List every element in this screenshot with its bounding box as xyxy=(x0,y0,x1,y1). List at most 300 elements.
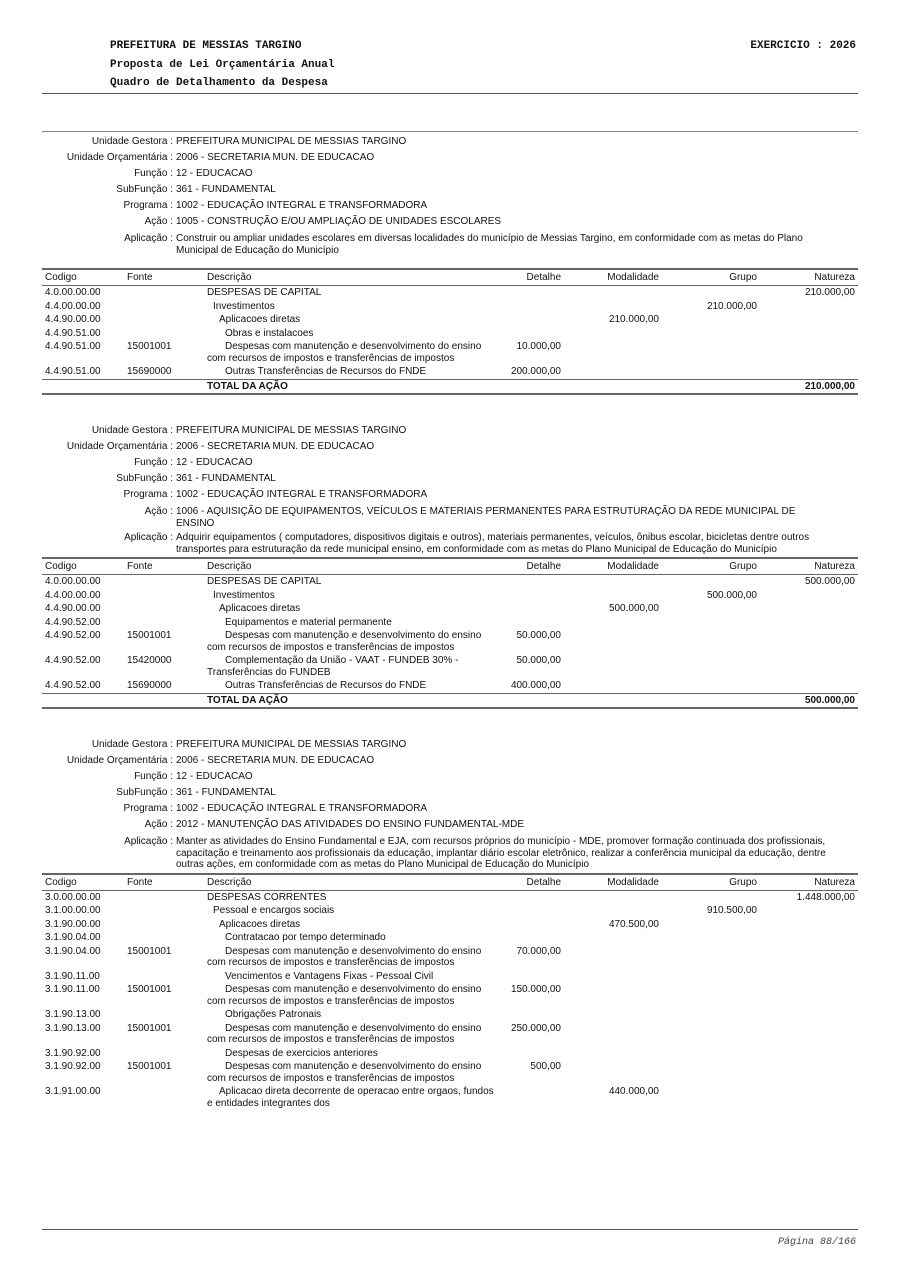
grupo xyxy=(662,365,760,379)
info-label: Ação : xyxy=(144,506,173,517)
natureza xyxy=(760,629,858,654)
descricao: Complementação da União - VAAT - FUNDEB 30% - Transferências do FUNDEB xyxy=(207,655,459,678)
codigo: 3.1.90.04.00 xyxy=(45,932,101,943)
grupo xyxy=(662,340,760,365)
natureza: 1.448.000,00 xyxy=(796,891,855,903)
info-value: 12 - EDUCACAO xyxy=(176,457,253,468)
grupo xyxy=(662,1060,760,1085)
info-value: 1002 - EDUCAÇÃO INTEGRAL E TRANSFORMADORA xyxy=(176,489,428,500)
descricao: Despesas com manutenção e desenvolvimento do ensino com recursos de impostos e transferências de impostos xyxy=(207,945,482,968)
info-label: Função : xyxy=(134,168,173,179)
modalidade xyxy=(564,970,662,984)
modalidade: 500.000,00 xyxy=(608,603,659,614)
info-gestora xyxy=(42,134,858,150)
codigo: 3.1.90.11.00 xyxy=(45,984,100,995)
total-row xyxy=(42,693,858,708)
grupo xyxy=(662,970,760,984)
info-value: PREFEITURA MUNICIPAL DE MESSIAS TARGINO xyxy=(176,425,407,436)
fonte: 15001001 xyxy=(127,1061,172,1072)
codigo: 3.1.90.11.00 xyxy=(45,970,100,982)
fonte xyxy=(124,1085,204,1110)
table-row xyxy=(42,931,858,945)
natureza xyxy=(760,616,858,630)
table-row xyxy=(42,918,858,932)
info-orcamentaria xyxy=(42,150,858,166)
info-label: Função : xyxy=(134,771,173,782)
info-acao xyxy=(42,214,858,230)
fonte: 15001001 xyxy=(127,945,172,957)
column-header: Natureza xyxy=(760,269,858,286)
table-row xyxy=(42,1060,858,1085)
codigo: 3.1.90.92.00 xyxy=(45,1047,101,1059)
natureza xyxy=(760,340,858,365)
fonte xyxy=(124,602,204,616)
info-value: 1006 - AQUISIÇÃO DE EQUIPAMENTOS, VEÍCULOS E MATERIAIS PERMANENTES PARA ESTRUTURAÇÃO DA REDE MUNICIPAL DE ENSINO xyxy=(176,506,796,529)
grupo xyxy=(662,679,760,693)
natureza: 500.000,00 xyxy=(804,576,855,587)
codigo: 4.4.90.51.00 xyxy=(45,341,101,352)
info-label: Função : xyxy=(134,457,173,468)
detalhe: 400.000,00 xyxy=(510,680,561,691)
modalidade xyxy=(564,629,662,654)
grupo: 910.500,00 xyxy=(706,905,757,916)
codigo: 4.4.90.51.00 xyxy=(45,366,101,377)
table-row xyxy=(42,890,858,904)
modalidade xyxy=(564,575,662,589)
descricao: DESPESAS DE CAPITAL xyxy=(207,576,322,587)
modalidade xyxy=(564,589,662,603)
info-value: 2006 - SECRETARIA MUN. DE EDUCACAO xyxy=(176,755,375,766)
info-label: Unidade Gestora : xyxy=(91,136,173,147)
fonte xyxy=(124,575,204,589)
natureza xyxy=(760,300,858,314)
column-header: Codigo xyxy=(42,269,124,286)
descricao: Despesas com manutenção e desenvolvimento do ensino com recursos de impostos e transferências de impostos xyxy=(207,1022,482,1045)
table-row xyxy=(42,1047,858,1061)
modalidade xyxy=(564,890,662,904)
info-label: Unidade Orçamentária : xyxy=(66,152,173,163)
codigo: 4.0.00.00.00 xyxy=(45,576,101,587)
codigo: 3.1.90.13.00 xyxy=(45,1022,101,1034)
modalidade: 210.000,00 xyxy=(608,314,659,325)
info-value: 1002 - EDUCAÇÃO INTEGRAL E TRANSFORMADORA xyxy=(176,803,428,814)
fonte xyxy=(124,616,204,630)
info-funcao xyxy=(42,769,858,785)
natureza xyxy=(760,931,858,945)
detalhe xyxy=(504,970,564,984)
fonte xyxy=(124,313,204,327)
header-divider xyxy=(42,93,858,94)
info-value: PREFEITURA MUNICIPAL DE MESSIAS TARGINO xyxy=(176,136,407,147)
detalhe: 500,00 xyxy=(530,1061,561,1072)
descricao: Despesas com manutenção e desenvolvimento do ensino com recursos de impostos e transferências de impostos xyxy=(207,984,482,1007)
natureza: 210.000,00 xyxy=(804,287,855,298)
detalhe xyxy=(504,904,564,918)
info-value: Manter as atividades do Ensino Fundamental e EJA, com recursos próprios do município - MDE, promover formação continuada dos profissionais, capacitação e treinamento aos profissionais da educação, implantar diário escolar eletrônico, realizar a conferência municipal da educação, dentre outras ações, em conformidade com as metas do Plano Municipal de Educação do Município xyxy=(176,836,826,870)
expense-table xyxy=(42,268,858,395)
detalhe xyxy=(504,1085,564,1110)
info-label: SubFunção : xyxy=(116,473,173,484)
natureza xyxy=(760,1008,858,1022)
table-header xyxy=(42,269,858,286)
grupo: 500.000,00 xyxy=(706,589,757,601)
modalidade xyxy=(564,1022,662,1047)
grupo xyxy=(662,983,760,1008)
descricao: Despesas com manutenção e desenvolvimento do ensino com recursos de impostos e transferências de impostos xyxy=(207,1061,482,1084)
column-header: Grupo xyxy=(662,874,760,891)
descricao: Investimentos xyxy=(213,589,275,601)
modalidade xyxy=(564,616,662,630)
info-value: 12 - EDUCACAO xyxy=(176,771,253,782)
natureza xyxy=(760,602,858,616)
info-programa xyxy=(42,801,858,817)
column-header: Modalidade xyxy=(564,558,662,575)
info-label: SubFunção : xyxy=(116,787,173,798)
fonte xyxy=(124,1047,204,1061)
modalidade xyxy=(564,286,662,300)
natureza xyxy=(760,327,858,341)
grupo xyxy=(662,1047,760,1061)
modalidade xyxy=(564,945,662,970)
detalhe: 200.000,00 xyxy=(510,366,561,377)
table-row xyxy=(42,629,858,654)
detalhe xyxy=(504,286,564,300)
table-row xyxy=(42,602,858,616)
table-header xyxy=(42,874,858,891)
info-label: Programa : xyxy=(123,803,173,814)
codigo: 3.1.91.00.00 xyxy=(45,1086,101,1097)
table-row xyxy=(42,365,858,379)
descricao: Contratacao por tempo determinado xyxy=(225,932,386,943)
total-value: 210.000,00 xyxy=(760,379,858,394)
detalhe: 10.000,00 xyxy=(516,341,561,352)
natureza xyxy=(760,1047,858,1061)
detalhe: 150.000,00 xyxy=(510,984,561,995)
info-value: 1005 - CONSTRUÇÃO E/OU AMPLIAÇÃO DE UNIDADES ESCOLARES xyxy=(176,216,502,227)
descricao: Despesas com manutenção e desenvolvimento do ensino com recursos de impostos e transferências de impostos xyxy=(207,341,482,364)
modalidade xyxy=(564,1008,662,1022)
report-subtitle: Proposta de Lei Orçamentária Anual xyxy=(110,59,335,71)
table-row xyxy=(42,340,858,365)
descricao: Aplicacoes diretas xyxy=(219,314,301,325)
info-label: Programa : xyxy=(123,200,173,211)
column-header: Descrição xyxy=(204,269,504,286)
grupo xyxy=(662,602,760,616)
column-header: Codigo xyxy=(42,558,124,575)
fonte xyxy=(124,904,204,918)
column-header: Modalidade xyxy=(564,874,662,891)
info-aplicacao xyxy=(42,233,858,256)
info-label: Aplicação : xyxy=(124,836,173,847)
info-value: 12 - EDUCACAO xyxy=(176,168,253,179)
info-value: PREFEITURA MUNICIPAL DE MESSIAS TARGINO xyxy=(176,739,407,750)
descricao: Aplicacao direta decorrente de operacao entre orgaos, fundos e entidades integrantes dos xyxy=(207,1086,494,1109)
fonte xyxy=(124,589,204,603)
grupo xyxy=(662,1008,760,1022)
table-row xyxy=(42,286,858,300)
modalidade xyxy=(564,679,662,693)
detalhe xyxy=(504,602,564,616)
info-value: Adquirir equipamentos ( computadores, dispositivos digitais e outros), materiais permanentes, veículos, ônibus escolar, bicicletas dentre outros transportes para estruturação da rede municipal ensino, em conformidade com as metas do Plano Municipal de Educação do Município xyxy=(176,532,810,555)
table-row xyxy=(42,970,858,984)
modalidade xyxy=(564,1047,662,1061)
column-header: Descrição xyxy=(204,558,504,575)
detalhe: 250.000,00 xyxy=(510,1022,561,1034)
codigo: 3.1.90.13.00 xyxy=(45,1009,101,1020)
codigo: 4.4.90.52.00 xyxy=(45,630,101,641)
table-row xyxy=(42,589,858,603)
info-acao xyxy=(42,506,858,529)
column-header: Detalhe xyxy=(504,558,564,575)
info-label: Unidade Gestora : xyxy=(91,425,173,436)
expense-table xyxy=(42,873,858,1111)
footer-divider xyxy=(42,1229,858,1230)
total-label: TOTAL DA AÇÃO xyxy=(204,379,504,394)
expense-table xyxy=(42,557,858,709)
info-label: Ação : xyxy=(144,216,173,227)
detalhe xyxy=(504,1008,564,1022)
codigo: 4.4.00.00.00 xyxy=(45,300,101,312)
table-row xyxy=(42,1022,858,1047)
table-row xyxy=(42,327,858,341)
grupo xyxy=(662,327,760,341)
table-header xyxy=(42,558,858,575)
natureza xyxy=(760,1060,858,1085)
info-programa xyxy=(42,198,858,214)
natureza xyxy=(760,1022,858,1047)
grupo xyxy=(662,629,760,654)
detalhe xyxy=(504,327,564,341)
info-funcao xyxy=(42,166,858,182)
descricao: Outras Transferências de Recursos do FNDE xyxy=(225,680,427,691)
info-label: Programa : xyxy=(123,489,173,500)
natureza xyxy=(760,1085,858,1110)
detalhe xyxy=(504,918,564,932)
info-label: Unidade Orçamentária : xyxy=(66,755,173,766)
natureza xyxy=(760,970,858,984)
fonte xyxy=(124,890,204,904)
descricao: Vencimentos e Vantagens Fixas - Pessoal Civil xyxy=(225,970,434,982)
info-funcao xyxy=(42,455,858,471)
grupo xyxy=(662,1022,760,1047)
info-label: Aplicação : xyxy=(124,233,173,244)
codigo: 4.4.90.51.00 xyxy=(45,327,101,339)
grupo xyxy=(662,1085,760,1110)
descricao: Investimentos xyxy=(213,300,275,312)
natureza xyxy=(760,983,858,1008)
fonte: 15001001 xyxy=(127,341,172,352)
descricao: Despesas com manutenção e desenvolvimento do ensino com recursos de impostos e transferências de impostos xyxy=(207,630,482,653)
detalhe xyxy=(504,1047,564,1061)
fonte xyxy=(124,300,204,314)
action-section xyxy=(42,423,858,709)
fonte: 15690000 xyxy=(127,366,172,377)
column-header: Grupo xyxy=(662,269,760,286)
descricao: Obras e instalacoes xyxy=(225,327,314,339)
modalidade xyxy=(564,983,662,1008)
column-header: Fonte xyxy=(124,874,204,891)
total-value: 500.000,00 xyxy=(760,693,858,708)
fonte: 15690000 xyxy=(127,680,172,691)
codigo: 3.0.00.00.00 xyxy=(45,891,101,903)
codigo: 3.1.90.00.00 xyxy=(45,918,101,930)
info-gestora xyxy=(42,423,858,439)
modalidade xyxy=(564,904,662,918)
natureza xyxy=(760,904,858,918)
fonte xyxy=(124,327,204,341)
modalidade xyxy=(564,300,662,314)
info-orcamentaria xyxy=(42,439,858,455)
grupo xyxy=(662,616,760,630)
grupo xyxy=(662,931,760,945)
info-value: 361 - FUNDAMENTAL xyxy=(176,787,276,798)
column-header: Detalhe xyxy=(504,269,564,286)
info-value: 1002 - EDUCAÇÃO INTEGRAL E TRANSFORMADORA xyxy=(176,200,428,211)
column-header: Natureza xyxy=(760,874,858,891)
info-subfuncao xyxy=(42,785,858,801)
info-aplicacao xyxy=(42,532,858,555)
codigo: 4.0.00.00.00 xyxy=(45,287,101,298)
fonte: 15420000 xyxy=(127,655,172,666)
table-row xyxy=(42,575,858,589)
grupo xyxy=(662,286,760,300)
table-row xyxy=(42,904,858,918)
grupo xyxy=(662,918,760,932)
info-label: Ação : xyxy=(144,819,173,830)
descricao: Outras Transferências de Recursos do FNDE xyxy=(225,366,427,377)
descricao: Equipamentos e material permanente xyxy=(225,616,392,628)
total-label: TOTAL DA AÇÃO xyxy=(204,693,504,708)
page-number: Página 88/166 xyxy=(777,1237,856,1248)
modalidade xyxy=(564,654,662,679)
info-subfuncao xyxy=(42,471,858,487)
info-value: Construir ou ampliar unidades escolares em diversas localidades do município de Messias Targino, em conformidade com as metas do Plano Municipal de Educação do Município xyxy=(176,233,803,256)
info-label: Aplicação : xyxy=(124,532,173,543)
natureza xyxy=(760,945,858,970)
modalidade xyxy=(564,327,662,341)
grupo xyxy=(662,890,760,904)
modalidade xyxy=(564,365,662,379)
exercise-year: EXERCICIO : 2026 xyxy=(750,40,856,52)
natureza xyxy=(760,918,858,932)
modalidade: 440.000,00 xyxy=(608,1086,659,1097)
descricao: Aplicacoes diretas xyxy=(219,918,301,930)
descricao: DESPESAS CORRENTES xyxy=(207,891,327,903)
info-value: 2012 - MANUTENÇÃO DAS ATIVIDADES DO ENSINO FUNDAMENTAL-MDE xyxy=(176,819,525,830)
fonte xyxy=(124,286,204,300)
detalhe xyxy=(504,313,564,327)
info-orcamentaria xyxy=(42,753,858,769)
detalhe: 50.000,00 xyxy=(516,655,561,666)
natureza xyxy=(760,313,858,327)
grupo xyxy=(662,654,760,679)
fonte: 15001001 xyxy=(127,630,172,641)
grupo xyxy=(662,313,760,327)
table-row xyxy=(42,679,858,693)
detalhe xyxy=(504,589,564,603)
table-row xyxy=(42,300,858,314)
modalidade xyxy=(564,931,662,945)
table-row xyxy=(42,945,858,970)
detalhe xyxy=(504,575,564,589)
descricao: Despesas de exercicios anteriores xyxy=(225,1047,378,1059)
natureza xyxy=(760,654,858,679)
info-programa xyxy=(42,487,858,503)
natureza xyxy=(760,589,858,603)
grupo xyxy=(662,575,760,589)
descricao: Obrigações Patronais xyxy=(225,1009,322,1020)
info-aplicacao xyxy=(42,836,858,871)
grupo: 210.000,00 xyxy=(706,300,757,312)
descricao: DESPESAS DE CAPITAL xyxy=(207,287,322,298)
column-header: Fonte xyxy=(124,558,204,575)
info-gestora xyxy=(42,737,858,753)
fonte xyxy=(124,970,204,984)
modalidade xyxy=(564,1060,662,1085)
column-header: Grupo xyxy=(662,558,760,575)
info-subfuncao xyxy=(42,182,858,198)
fonte xyxy=(124,1008,204,1022)
codigo: 4.4.90.52.00 xyxy=(45,655,101,666)
table-row xyxy=(42,1008,858,1022)
codigo: 4.4.90.52.00 xyxy=(45,680,101,691)
table-row xyxy=(42,313,858,327)
modalidade: 470.500,00 xyxy=(608,918,659,930)
column-header: Descrição xyxy=(204,874,504,891)
report-content xyxy=(42,131,858,1138)
descricao: Pessoal e encargos sociais xyxy=(213,905,335,916)
detalhe: 50.000,00 xyxy=(516,630,561,641)
info-value: 2006 - SECRETARIA MUN. DE EDUCACAO xyxy=(176,441,375,452)
table-row xyxy=(42,654,858,679)
report-title: Quadro de Detalhamento da Despesa xyxy=(110,77,328,89)
column-header: Codigo xyxy=(42,874,124,891)
fonte xyxy=(124,918,204,932)
codigo: 3.1.90.92.00 xyxy=(45,1061,101,1072)
fonte: 15001001 xyxy=(127,984,172,995)
column-header: Fonte xyxy=(124,269,204,286)
codigo: 4.4.90.52.00 xyxy=(45,616,101,628)
column-header: Natureza xyxy=(760,558,858,575)
column-header: Modalidade xyxy=(564,269,662,286)
total-row xyxy=(42,379,858,394)
info-value: 361 - FUNDAMENTAL xyxy=(176,473,276,484)
fonte xyxy=(124,931,204,945)
codigo: 4.4.90.00.00 xyxy=(45,314,101,325)
codigo: 3.1.90.04.00 xyxy=(45,945,101,957)
action-section xyxy=(42,131,858,395)
table-row xyxy=(42,616,858,630)
codigo: 4.4.00.00.00 xyxy=(45,589,101,601)
info-acao xyxy=(42,817,858,833)
detalhe xyxy=(504,616,564,630)
table-row xyxy=(42,1085,858,1110)
table-row xyxy=(42,983,858,1008)
info-value: 2006 - SECRETARIA MUN. DE EDUCACAO xyxy=(176,152,375,163)
action-section xyxy=(42,737,858,1110)
column-header: Detalhe xyxy=(504,874,564,891)
descricao: Aplicacoes diretas xyxy=(219,603,301,614)
codigo: 3.1.00.00.00 xyxy=(45,905,101,916)
info-label: Unidade Gestora : xyxy=(91,739,173,750)
codigo: 4.4.90.00.00 xyxy=(45,603,101,614)
natureza xyxy=(760,679,858,693)
modalidade xyxy=(564,340,662,365)
info-label: Unidade Orçamentária : xyxy=(66,441,173,452)
org-name: PREFEITURA DE MESSIAS TARGINO xyxy=(110,40,302,52)
natureza xyxy=(760,365,858,379)
info-value: 361 - FUNDAMENTAL xyxy=(176,184,276,195)
